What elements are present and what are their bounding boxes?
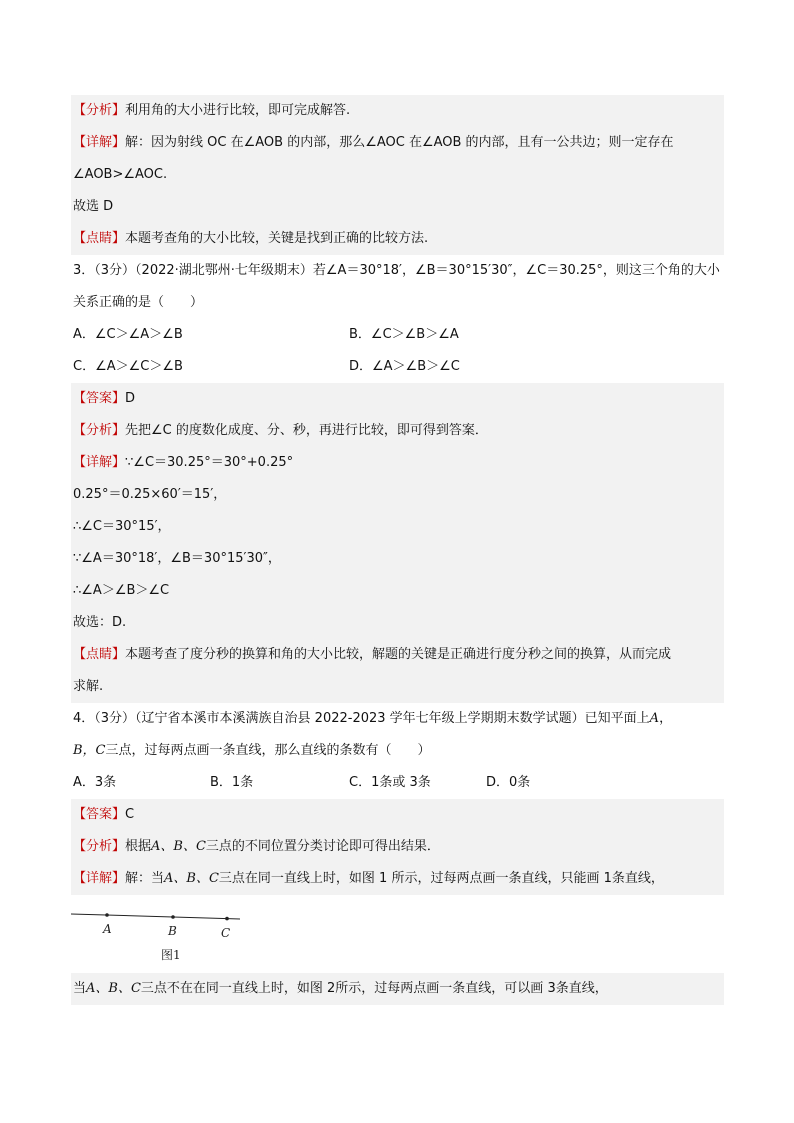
detail-vars-2: A、B、C [86, 981, 141, 996]
figure-1 [71, 897, 240, 971]
q4-analysis [71, 831, 724, 863]
detail-suffix-2: 三点不在在同一直线上时，如图 2所示，过每两点画一条直线，可以画 3条直线， [140, 981, 608, 996]
q4-option-d: D．0条 [486, 775, 531, 790]
q3-detail-line-5: ∴∠A＞∠B＞∠C [71, 575, 724, 607]
analysis-tag: 【分析】 [73, 423, 126, 438]
figure-caption: 图1 [161, 948, 181, 962]
q4-answer [71, 799, 724, 831]
detail-tag: 【详解】 [73, 871, 126, 886]
q3-stem-line-1: 3．（3分）（2022·湖北鄂州·七年级期末）若∠A＝30°18′，∠B＝30°15′30″，∠C＝30.25°，则这三个角的大小 [73, 263, 720, 278]
label-c: C [221, 926, 231, 940]
analysis-prefix: 根据 [125, 839, 152, 854]
q4-detail-line-1 [71, 863, 724, 895]
answer-tag: 【答案】 [73, 391, 126, 406]
q3-detail-line-2: 0.25°＝0.25×60′＝15′， [71, 479, 724, 511]
prev-detail-line-1 [71, 127, 724, 159]
q4-stem-line-2 [71, 735, 724, 767]
prev-choose: 故选 D [71, 191, 724, 223]
answer-tag: 【答案】 [73, 807, 126, 822]
q4-stem-text: 4．（3分）（辽宁省本溪市本溪满族自治县 2022-2023 学年七年级上学期期末数学试题）已知平面上 [73, 711, 650, 726]
q3-option-c: C．∠A＞∠C＞∠B [73, 359, 183, 374]
prev-detail-line-2: ∠AOB>∠AOC. [71, 159, 724, 191]
comment-text: 本题考查角的大小比较，关键是找到正确的比较方法. [125, 231, 429, 246]
q4-stem-line-1 [71, 703, 724, 735]
q4-stem-suffix: ， [659, 711, 673, 726]
q3-option-a: A．∠C＞∠A＞∠B [73, 327, 183, 342]
q3-detail-line-4: ∵∠A＝30°18′，∠B＝30°15′30″， [71, 543, 724, 575]
detail-text: ∵∠C＝30.25°＝30°+0.25° [125, 455, 294, 470]
q4-stem-vars: B，C [73, 743, 106, 758]
analysis-tag: 【分析】 [73, 839, 126, 854]
prev-comment [71, 223, 724, 255]
q3-option-d: D．∠A＞∠B＞∠C [349, 359, 460, 374]
comment-tag: 【点睛】 [73, 647, 126, 662]
straight-line [71, 914, 240, 919]
analysis-vars: A、B、C [151, 839, 206, 854]
analysis-tag: 【分析】 [73, 103, 126, 118]
detail-vars: A、B、C [164, 871, 219, 886]
detail-tag: 【详解】 [73, 135, 126, 150]
figure-1-diagram [71, 897, 240, 971]
analysis-suffix: 三点的不同位置分类讨论即可得出结果． [205, 839, 440, 854]
q4-option-c: C．1条或 3条 [349, 775, 431, 790]
label-a: A [103, 922, 112, 936]
prev-analysis [71, 95, 724, 127]
q3-answer [71, 383, 724, 415]
q3-detail-line-1 [71, 447, 724, 479]
q4-stem-text-2: 三点，过每两点画一条直线，那么直线的条数有（ ） [105, 743, 431, 758]
detail-prefix: 解：当 [125, 871, 165, 886]
q4-option-b: B．1条 [210, 775, 254, 790]
detail-suffix: 三点在同一直线上时，如图 1 所示，过每两点画一条直线，只能画 1条直线， [218, 871, 664, 886]
point-b [171, 915, 175, 919]
q3-comment-line-1 [71, 639, 724, 671]
analysis-text: 先把∠C 的度数化成度、分、秒，再进行比较，即可得到答案． [125, 423, 488, 438]
comment-text: 本题考查了度分秒的换算和角的大小比较，解题的关键是正确进行度分秒之间的换算，从而完成 [125, 647, 672, 662]
label-b: B [168, 924, 177, 938]
answer-value: C [125, 807, 135, 822]
q3-analysis [71, 415, 724, 447]
q3-options-row-1 [71, 319, 724, 351]
answer-value: D [125, 391, 136, 406]
q4-detail-line-2 [71, 973, 724, 1005]
q3-detail-line-6: 故选：D. [71, 607, 724, 639]
q3-stem-line-2: 关系正确的是（ ） [73, 295, 204, 310]
detail-prefix-2: 当 [73, 981, 87, 996]
point-c [225, 917, 229, 921]
q3-option-b: B．∠C＞∠B＞∠A [349, 327, 459, 342]
q3-options-row-2 [71, 351, 724, 383]
q3-detail-line-3: ∴∠C＝30°15′， [71, 511, 724, 543]
q4-figure-row [71, 895, 724, 973]
q3-comment-line-2: 求解. [71, 671, 724, 703]
detail-tag: 【详解】 [73, 455, 126, 470]
detail-text: 解：因为射线 OC 在∠AOB 的内部，那么∠AOC 在∠AOB 的内部，且有一公共边；则一定存在 [125, 135, 674, 150]
q4-options-row [71, 767, 724, 799]
point-a [105, 913, 109, 917]
document-page [71, 95, 724, 1005]
comment-tag: 【点睛】 [73, 231, 126, 246]
analysis-text: 利用角的大小进行比较，即可完成解答. [125, 103, 351, 118]
q4-stem-var: A [649, 711, 660, 726]
q4-option-a: A．3条 [73, 775, 117, 790]
